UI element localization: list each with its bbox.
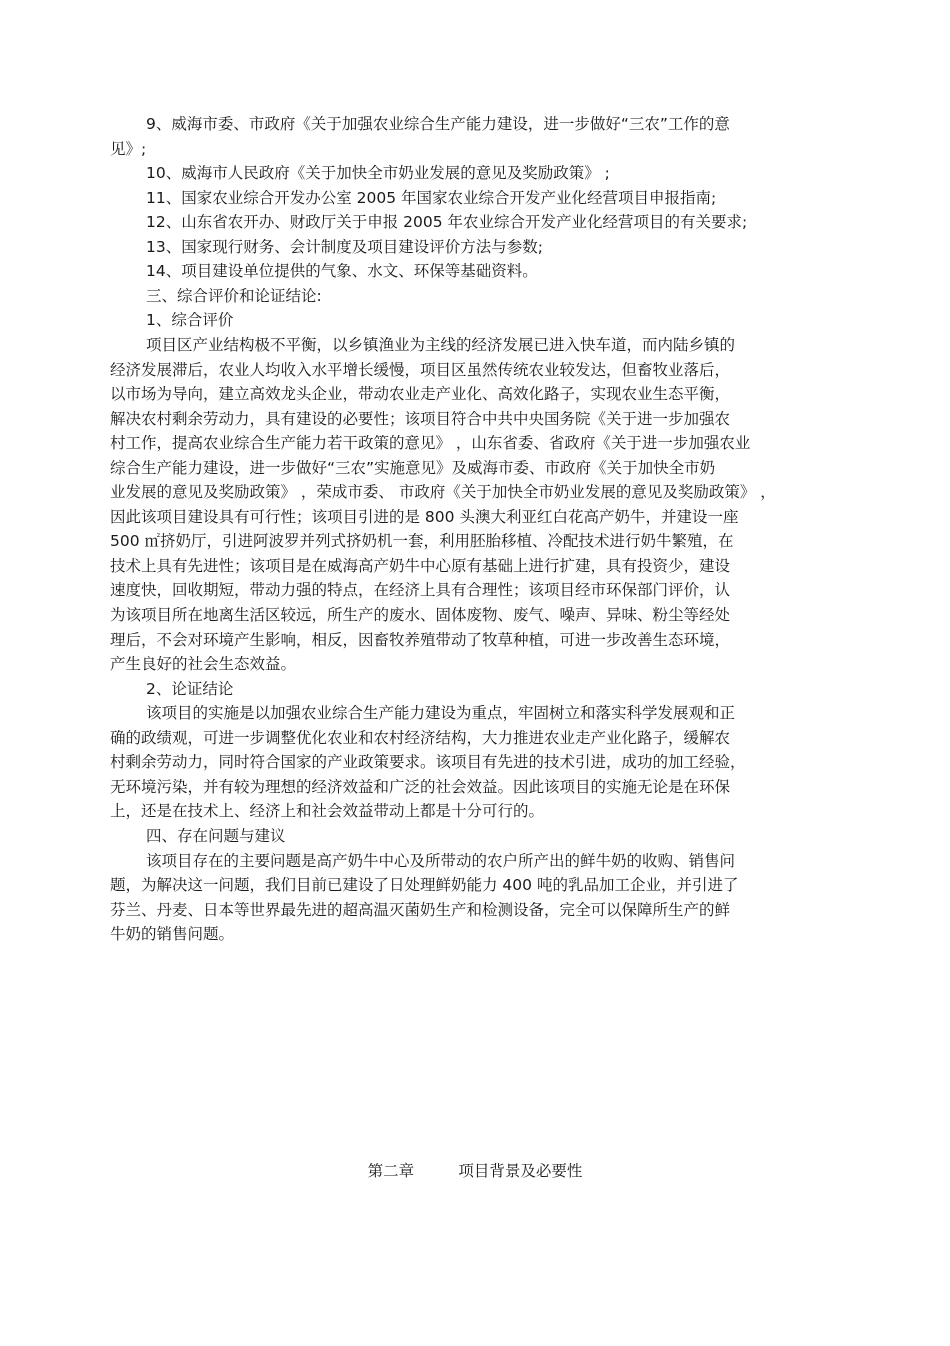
text-line: 理后，不会对环境产生影响，相反，因畜牧养殖带动了牧草种植，可进一步改善生态环境， — [110, 630, 731, 649]
text-line: 确的政绩观，可进一步调整优化农业和农村经济结构，大力推进农业走产业化路子，缓解农 — [110, 728, 731, 747]
text-line: 13、国家现行财务、会计制度及项目建设评价方法与参数; — [146, 237, 543, 256]
text-line: 芬兰、丹麦、日本等世界最先进的超高温灭菌奶生产和检测设备，完全可以保障所生产的鲜 — [110, 900, 731, 919]
text-line: 1、综合评价 — [146, 311, 234, 330]
text-line: 11、国家农业综合开发办公室 2005 年国家农业综合开发产业化经营项目申报指南; — [146, 188, 717, 207]
chapter-heading: 第二章 项目背景及必要性 — [367, 1162, 583, 1180]
text-line: 因此该项目建设具有可行性；该项目引进的是 800 头澳大利亚红白花高产奶牛，并建设一座 — [110, 507, 739, 526]
text-line: 三、综合评价和论证结论: — [146, 286, 322, 305]
text-line: 2、论证结论 — [146, 679, 234, 698]
text-line: 牛奶的销售问题。 — [110, 925, 235, 944]
text-line: 9、威海市委、市政府《关于加强农业综合生产能力建设，进一步做好“三农”工作的意 — [146, 115, 730, 133]
text-line: 产生良好的社会生态效益。 — [110, 655, 297, 674]
text-line: 为该项目所在地离生活区较远，所生产的废水、固体废物、废气、噪声、异味、粉尘等经处 — [110, 606, 731, 624]
text-line: 技术上具有先进性；该项目是在威海高产奶牛中心原有基础上进行扩建，具有投资少，建设 — [110, 556, 731, 575]
text-line: 12、山东省农开办、财政厅关于申报 2005 年农业综合开发产业化经营项目的有关要求; — [146, 213, 748, 232]
text-line: 该项目存在的主要问题是高产奶牛中心及所带动的农户所产出的鲜牛奶的收购、销售问 — [146, 851, 736, 870]
text-line: 该项目的实施是以加强农业综合生产能力建设为重点，牢固树立和落实科学发展观和正 — [146, 704, 736, 723]
text-line: 10、威海市人民政府《关于加快全市奶业发展的意见及奖励政策》 ; — [146, 164, 610, 183]
text-line: 村剩余劳动力，同时符合国家的产业政策要求。该项目有先进的技术引进，成功的加工经验， — [110, 753, 746, 772]
text-line: 上，还是在技术上、经济上和社会效益带动上都是十分可行的。 — [110, 802, 545, 821]
text-line: 经济发展滞后，农业人均收入水平增长缓慢，项目区虽然传统农业较发达，但畜牧业落后， — [110, 360, 731, 379]
text-line: 题，为解决这一问题，我们目前已建设了日处理鲜奶能力 400 吨的乳品加工企业，并引进了 — [110, 876, 739, 895]
text-line: 14、项目建设单位提供的气象、水文、环保等基础资料。 — [146, 262, 538, 281]
text-line: 村工作，提高农业综合生产能力若干政策的意见》 ，山东省委、省政府《关于进一步加强农业 — [110, 434, 751, 453]
text-line: 解决农村剩余劳动力，具有建设的必要性；该项目符合中共中央国务院《关于进一步加强农 — [110, 409, 731, 428]
text-line: 见》; — [110, 139, 147, 158]
text-line: 业发展的意见及奖励政策》 ，荣成市委、 市政府《关于加快全市奶业发展的意见及奖励政策》 ， — [110, 483, 776, 502]
text-line: 四、存在问题与建议 — [146, 826, 286, 845]
text-line: 500 ㎡挤奶厅，引进阿波罗并列式挤奶机一套，利用胚胎移植、冷配技术进行奶牛繁殖，在 — [110, 532, 734, 551]
text-line: 速度快，回收期短，带动力强的特点，在经济上具有合理性；该项目经市环保部门评价，认 — [110, 581, 731, 600]
text-line: 项目区产业结构极不平衡，以乡镇渔业为主线的经济发展已进入快车道，而内陆乡镇的 — [146, 335, 736, 354]
text-line: 以市场为导向，建立高效龙头企业，带动农业走产业化、高效化路子，实现农业生态平衡， — [110, 385, 731, 404]
text-line: 无环境污染，并有较为理想的经济效益和广泛的社会效益。因此该项目的实施无论是在环保 — [110, 777, 731, 796]
text-line: 综合生产能力建设，进一步做好“三农”实施意见》及威海市委、市政府《关于加快全市奶 — [110, 458, 716, 477]
